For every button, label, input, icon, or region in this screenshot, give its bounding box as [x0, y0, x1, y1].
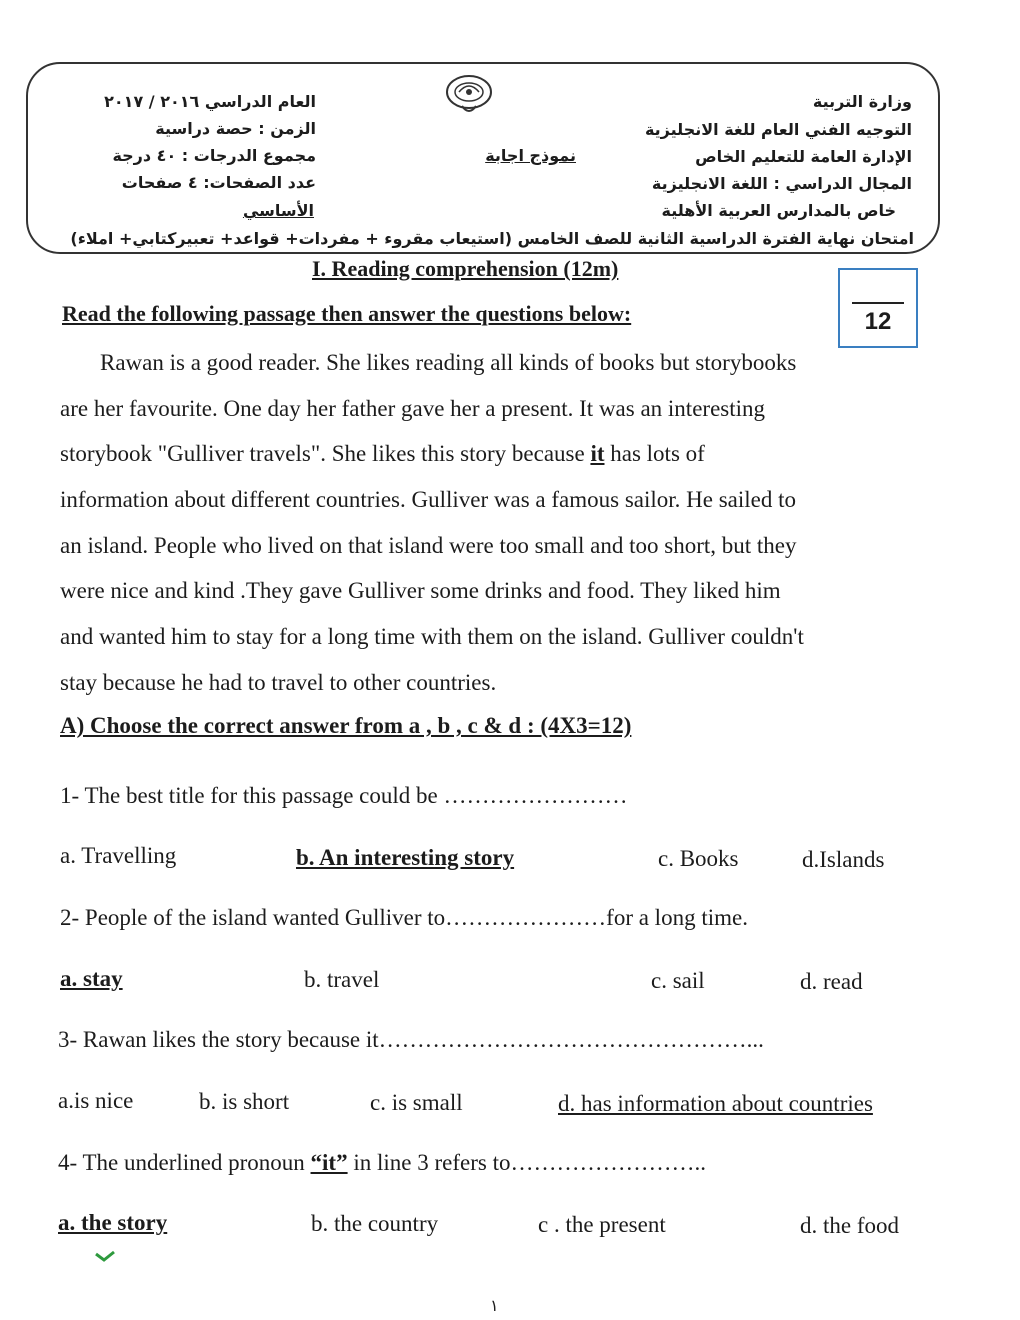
header-answer-model: نموذج اجابة: [485, 146, 576, 165]
passage-line: and wanted him to stay for a long time with them on the island. Gulliver couldn't: [60, 624, 804, 650]
question-4-pronoun: “it”: [310, 1150, 348, 1175]
header-administration: الإدارة العامة للتعليم الخاص: [695, 147, 912, 166]
exam-title-line: امتحان نهاية الفترة الدراسية الثانية للصف الخامس (استيعاب مقروء + مفردات+ قواعد+ تعبيركتابي+ املاء): [70, 229, 914, 248]
passage-line: [60, 431, 930, 477]
q1-option-a: a. Travelling: [60, 843, 177, 868]
header-school-year: العام الدراسي ٢٠١٦ / ٢٠١٧: [104, 92, 316, 111]
score-divider: [852, 302, 904, 304]
green-check-mark-icon: [94, 1248, 120, 1266]
q2-option-d: d. read: [800, 969, 863, 994]
q3-option-c: c. is small: [370, 1090, 463, 1115]
page-number: ١: [490, 1296, 499, 1315]
question-2: 2- People of the island wanted Gulliver to…………………for a long time.: [60, 905, 748, 930]
header-supervision: التوجيه الفني العام للغة الانجليزية: [644, 120, 912, 139]
q3-option-d-correct: d. has information about countries: [558, 1091, 873, 1116]
q3-option-b: b. is short: [199, 1089, 290, 1114]
passage-line: information about different countries. Gulliver was a famous sailor. He sailed to: [60, 487, 797, 513]
q2-option-c: c. sail: [651, 968, 705, 993]
part-a-title: A) Choose the correct answer from a , b , c & d : (4X3=12): [60, 713, 632, 738]
underlined-pronoun: it: [590, 441, 605, 467]
header-subject: المجال الدراسي : اللغة الانجليزية: [651, 174, 912, 193]
q2-option-a-correct: a. stay: [60, 966, 123, 991]
ministry-emblem-icon: [442, 70, 496, 122]
score-value: 12: [864, 308, 892, 335]
q2-option-b: b. travel: [304, 967, 380, 992]
header-level: الأساسي: [242, 201, 314, 220]
q4-option-d: d. the food: [800, 1213, 900, 1238]
q1-option-d: d.Islands: [802, 847, 885, 872]
passage-line: Rawan is a good reader. She likes reading all kinds of books but storybooks: [100, 350, 797, 375]
reading-passage: [60, 340, 930, 706]
q1-option-c: c. Books: [658, 846, 739, 871]
header-total-marks: مجموع الدرجات : ٤٠ درجة: [112, 146, 316, 165]
section-title: I. Reading comprehension (12m): [312, 256, 619, 281]
passage-line: are her favourite. One day her father gave her a present. It was an interesting: [60, 395, 766, 421]
q4-option-c: c . the present: [538, 1212, 666, 1237]
passage-line-text: has lots of: [604, 441, 705, 467]
passage-line: an island. People who lived on that island were too small and too short, but they: [60, 532, 797, 558]
passage-line: stay because he had to travel to other countries.: [60, 669, 497, 695]
passage-instruction: Read the following passage then answer the questions below:: [62, 301, 632, 326]
header-time: الزمن : حصة دراسية: [155, 119, 316, 138]
header-ministry: وزارة التربية: [812, 92, 912, 111]
score-box: [838, 268, 918, 348]
question-3: 3- Rawan likes the story because it…………………………………………...: [58, 1027, 764, 1052]
question-4: [58, 1150, 706, 1176]
header-page-count: عدد الصفحات: ٤ صفحات: [121, 173, 316, 192]
question-4-text: in line 3 refers to……………………..: [347, 1150, 706, 1175]
passage-line: were nice and kind .They gave Gulliver some drinks and food. They liked him: [60, 578, 781, 604]
q4-option-b: b. the country: [311, 1211, 439, 1236]
q4-option-a-correct: a. the story: [58, 1210, 168, 1235]
question-1: 1- The best title for this passage could be ……………………: [60, 783, 628, 808]
header-schools: خاص بالمدارس العربية الأهلية: [661, 201, 896, 220]
passage-line-text: storybook "Gulliver travels". She likes this story because: [60, 441, 591, 467]
question-4-text: 4- The underlined pronoun: [58, 1150, 311, 1175]
q3-option-a: a.is nice: [58, 1088, 134, 1113]
q1-option-b-correct: b. An interesting story: [296, 845, 515, 870]
